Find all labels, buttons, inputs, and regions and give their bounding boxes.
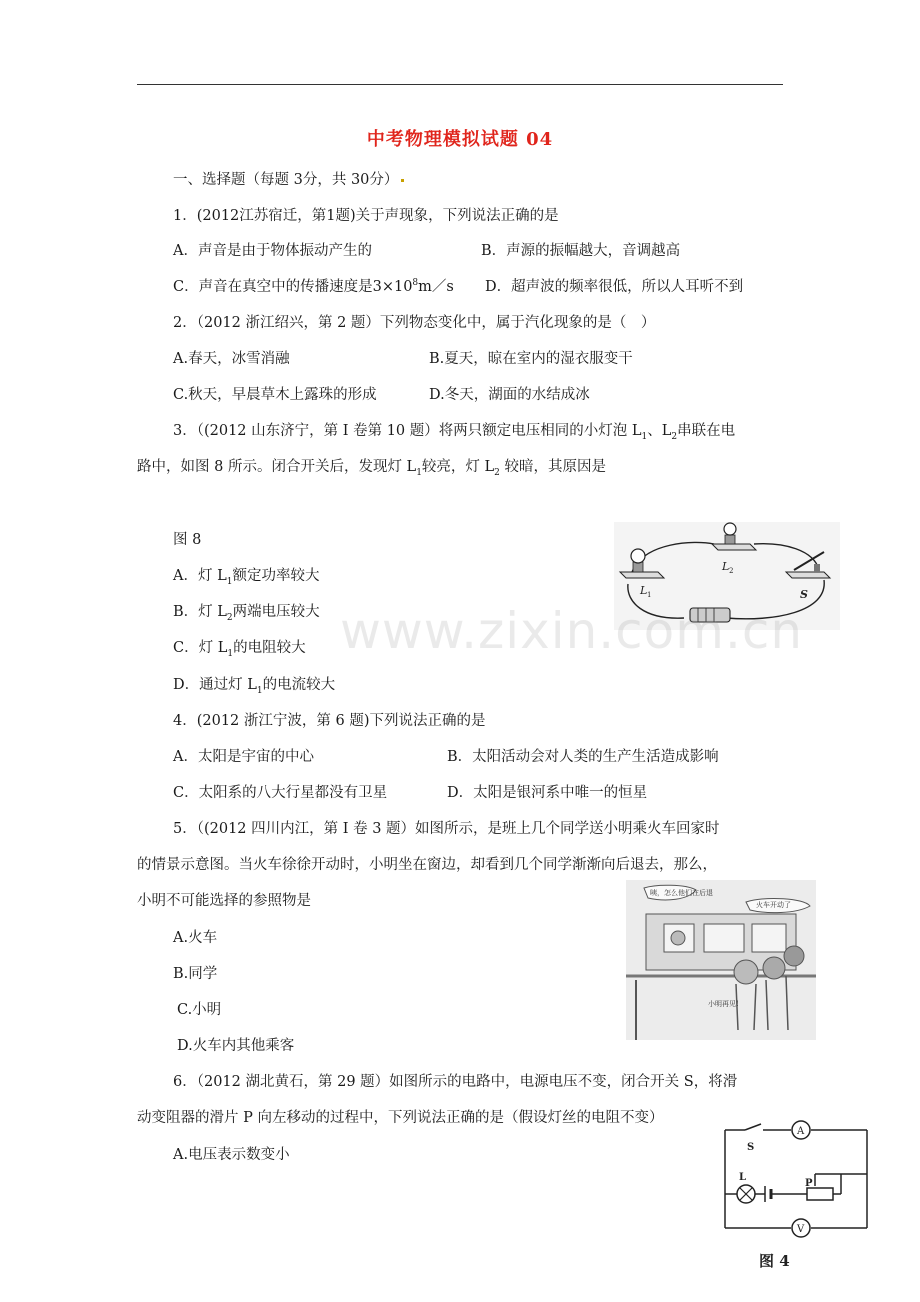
q3-option-d: D．通过灯 $L_1$的电流较大 (173, 677, 336, 696)
q3-option-a: A．灯 $L_1$额定功率较大 (173, 568, 320, 587)
switch-label: S (747, 1142, 755, 1153)
q6-stem-line2: 动变阻器的滑片 P 向左移动的过程中，下列说法正确的是（假设灯丝的电阻不变） (137, 1110, 664, 1126)
q6-stem-line1: 6．（2012 湖北黄石，第 29 题）如图所示的电路中，电源电压不变，闭合开关 S，将滑 (173, 1074, 738, 1090)
q2-option-d: D.冬天，湖面的水结成冰 (429, 387, 590, 403)
q3-option-b: B．灯 $L_2$两端电压较大 (173, 604, 320, 623)
yellow-dot-mark (401, 179, 404, 182)
q2-stem: 2．（2012 浙江绍兴，第 2 题）下列物态变化中，属于汽化现象的是（ ） (173, 315, 656, 331)
label-l1-sub: 1 (647, 591, 652, 599)
ammeter-label: A (797, 1126, 805, 1137)
header-rule (137, 84, 783, 85)
q5-stem-line1: 5．（(2012 四川内江，第 I 卷 3 题）如图所示，是班上几个同学送小明乘火车回家时 (173, 821, 720, 837)
q4-option-c: C．太阳系的八大行星都没有卫星 (173, 785, 388, 801)
q2-option-b: B.夏天，晾在室内的湿衣服变干 (429, 351, 633, 367)
speech-bubble-2: 火车开动了 (756, 901, 791, 909)
q1-option-d: D．超声波的频率很低，所以人耳听不到 (485, 279, 744, 295)
q5-option-a: A.火车 (173, 930, 218, 946)
q1-option-c: C．声音在真空中的传播速度是$3\times 10^8m/s$ (173, 278, 454, 295)
q6-option-a: A.电压表示数变小 (173, 1147, 290, 1163)
q3-figure-label: 图 8 (173, 532, 202, 548)
q3-stem-line1: 3．（(2012 山东济宁，第 I 卷第 10 题）将两只额定电压相同的小灯泡 $L_1$、$L_2$串联在电 (173, 423, 736, 442)
speech-bubble-3: 小明再见! (708, 1000, 739, 1008)
q2-option-a: A.春天，冰雪消融 (173, 351, 290, 367)
q5-option-d: D.火车内其他乘客 (177, 1038, 295, 1054)
slider-label: P (805, 1178, 813, 1189)
page-title: 中考物理模拟试题 04 (366, 129, 554, 150)
watermark: www.zixin.com.cn (340, 602, 804, 660)
q1-stem: 1．(2012江苏宿迁，第1题)关于声现象，下列说法正确的是 (173, 208, 559, 224)
q5-option-c: C.小明 (177, 1002, 222, 1018)
q3-stem-line2: 路中，如图 8 所示。闭合开关后，发现灯 $L_1$较亮，灯 $L_2$ 较暗，其原因是 (137, 459, 607, 478)
q5-stem-line2: 的情景示意图。当火车徐徐开动时，小明坐在窗边，却看到几个同学渐渐向后退去，那么， (137, 857, 717, 873)
label-s: S (800, 588, 808, 601)
q4-option-b: B．太阳活动会对人类的生产生活造成影响 (447, 749, 719, 765)
label-l2-sub: 2 (729, 567, 734, 575)
q5-option-b: B.同学 (173, 966, 218, 982)
q6-figure-label: 图 4 (759, 1252, 790, 1270)
q3-option-c: C．灯 $L_1$的电阻较大 (173, 640, 306, 659)
speech-bubble-1: 咦，怎么他们在后退 (650, 889, 713, 897)
q1-option-a: A．声音是由于物体振动产生的 (173, 243, 372, 259)
lamp-label: L (739, 1172, 747, 1183)
q1-option-b: B．声源的振幅越大，音调越高 (481, 243, 681, 259)
q4-stem: 4．(2012 浙江宁波，第 6 题)下列说法正确的是 (173, 713, 486, 729)
q4-option-d: D．太阳是银河系中唯一的恒星 (447, 785, 648, 801)
q5-stem-line3: 小明不可能选择的参照物是 (137, 893, 311, 909)
section-heading: 一、选择题（每题 3分，共 30分） (173, 170, 404, 190)
train-station-illustration (626, 880, 816, 1040)
q2-option-c: C.秋天，早晨草木上露珠的形成 (173, 387, 377, 403)
label-l2: L (722, 560, 730, 573)
rheostat-circuit-figure (715, 1118, 875, 1274)
label-l1: L (640, 584, 648, 597)
q4-option-a: A．太阳是宇宙的中心 (173, 749, 314, 765)
voltmeter-label: V (797, 1224, 805, 1235)
